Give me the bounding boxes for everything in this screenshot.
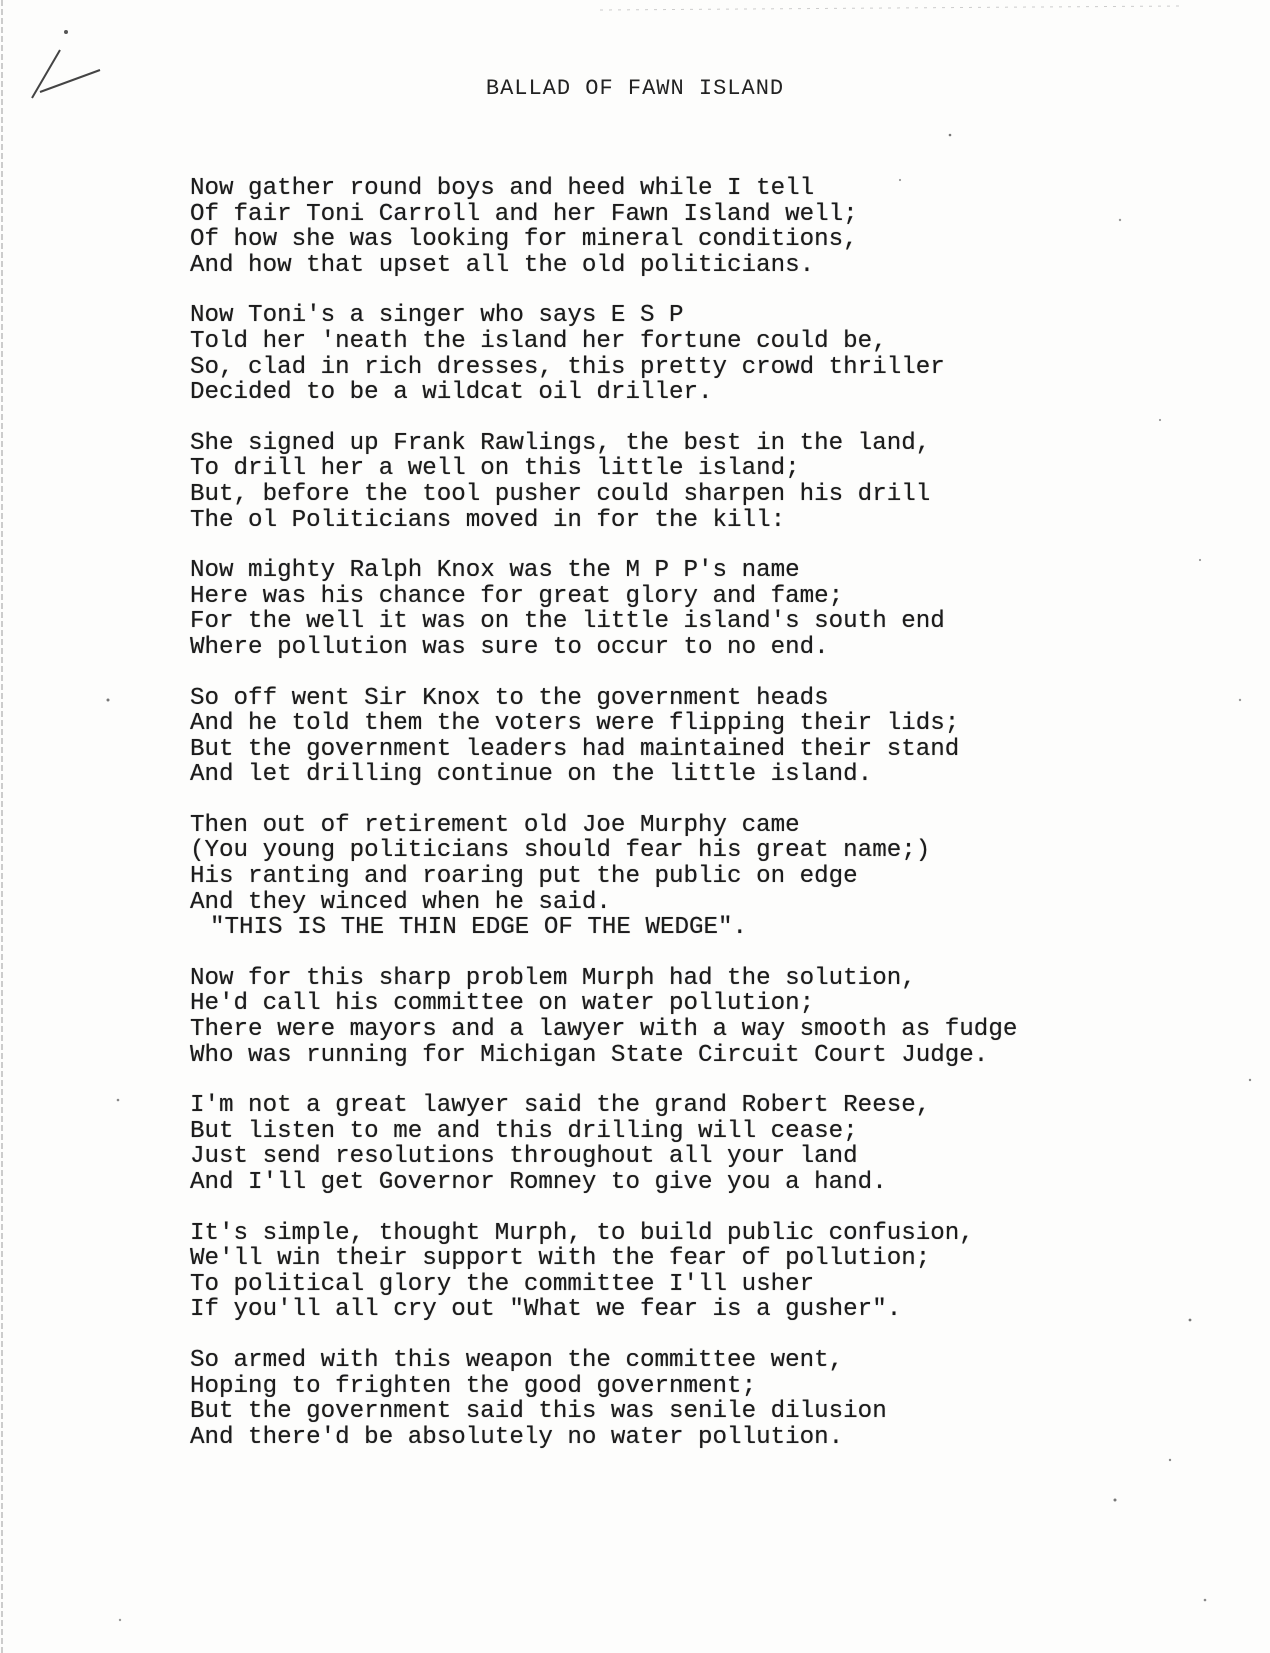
poem-line: Just send resolutions throughout all your land bbox=[190, 1143, 858, 1171]
poem-line: But listen to me and this drilling will cease; bbox=[190, 1117, 858, 1145]
stanza bbox=[190, 1221, 1230, 1323]
poem-line: But the government said this was senile dilusion bbox=[190, 1398, 887, 1426]
stanza bbox=[190, 558, 1230, 660]
poem-line: Who was running for Michigan State Circuit Court Judge. bbox=[190, 1041, 989, 1069]
poem-line: Where pollution was sure to occur to no end. bbox=[190, 633, 829, 661]
stanza bbox=[190, 966, 1230, 1068]
poem-line: But, before the tool pusher could sharpen his drill bbox=[190, 480, 931, 508]
poem-line: But the government leaders had maintained their stand bbox=[190, 735, 960, 763]
stanza bbox=[190, 431, 1230, 533]
poem-line: And how that upset all the old politicians. bbox=[190, 251, 815, 279]
poem-line: If you'll all cry out "What we fear is a gusher". bbox=[190, 1296, 902, 1324]
poem-line: Hoping to frighten the good government; bbox=[190, 1372, 757, 1400]
poem-line: (You young politicians should fear his great name;) bbox=[190, 837, 931, 865]
stanza bbox=[190, 303, 1230, 405]
poem-line: And I'll get Governor Romney to give you a hand. bbox=[190, 1169, 887, 1196]
poem-line: And they winced when he said. bbox=[190, 888, 611, 916]
poem-line: So, clad in rich dresses, this pretty crowd thriller bbox=[190, 353, 945, 381]
poem-line: His ranting and roaring put the public on edge bbox=[190, 863, 858, 891]
poem-line: Here was his chance for great glory and fame; bbox=[190, 582, 844, 610]
poem-line: Decided to be a wildcat oil driller. bbox=[190, 379, 713, 407]
poem-line: There were mayors and a lawyer with a way smooth as fudge bbox=[190, 1016, 1018, 1044]
document-title: BALLAD OF FAWN ISLAND bbox=[485, 76, 785, 101]
poem-line: Now Toni's a singer who says E S P bbox=[190, 302, 684, 330]
stanza bbox=[190, 813, 1230, 941]
poem-line: So off went Sir Knox to the government heads bbox=[190, 684, 829, 712]
poem-line: Told her 'neath the island her fortune could be, bbox=[190, 327, 887, 355]
poem-line: And there'd be absolutely no water pollution. bbox=[190, 1423, 844, 1451]
poem-line: I'm not a great lawyer said the grand Robert Reese, bbox=[190, 1092, 931, 1120]
stanza bbox=[190, 1348, 1230, 1450]
poem-line: She signed up Frank Rawlings, the best in the land, bbox=[190, 429, 931, 457]
stanza bbox=[190, 1093, 1230, 1195]
poem-line: Now for this sharp problem Murph had the solution, bbox=[190, 964, 916, 992]
poem-line-quote: "THIS IS THE THIN EDGE OF THE WEDGE". bbox=[210, 914, 748, 942]
poem-line: And he told them the voters were flipping their lids; bbox=[190, 710, 960, 738]
poem-line: Of how she was looking for mineral conditions, bbox=[190, 226, 858, 254]
poem-line: Now gather round boys and heed while I tell bbox=[190, 175, 815, 202]
poem-line: For the well it was on the little island's south end bbox=[190, 608, 945, 636]
poem-line: To drill her a well on this little island; bbox=[190, 455, 800, 483]
poem-line: And let drilling continue on the little island. bbox=[190, 761, 873, 789]
poem-line: So armed with this weapon the committee went, bbox=[190, 1346, 844, 1374]
poem-line: Now mighty Ralph Knox was the M P P's name bbox=[190, 557, 800, 585]
poem-line: To political glory the committee I'll usher bbox=[190, 1270, 815, 1298]
poem-line: He'd call his committee on water pollution; bbox=[190, 990, 815, 1018]
poem-line: Of fair Toni Carroll and her Fawn Island well; bbox=[190, 200, 858, 228]
poem-line: We'll win their support with the fear of pollution; bbox=[190, 1245, 931, 1273]
poem-line: Then out of retirement old Joe Murphy came bbox=[190, 811, 800, 839]
poem-line: It's simple, thought Murph, to build public confusion, bbox=[190, 1219, 974, 1247]
poem-line: The ol Politicians moved in for the kill: bbox=[190, 506, 786, 534]
poem-body bbox=[190, 176, 1230, 1475]
stanza bbox=[190, 176, 1230, 278]
stanza bbox=[190, 686, 1230, 788]
